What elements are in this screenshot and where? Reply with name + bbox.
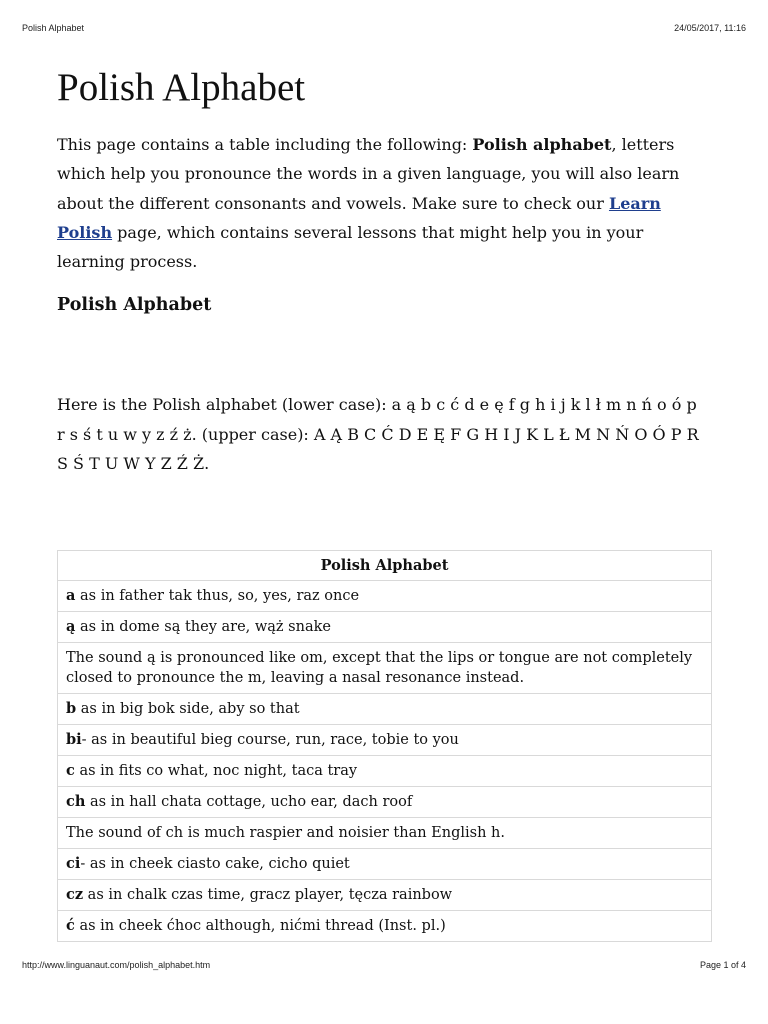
table-row [58,787,712,818]
learn-polish-link[interactable]: Learn Polish [57,193,661,242]
print-footer-page: Page 1 of 4 [699,960,746,970]
table-row [58,911,712,942]
intro-text-before: This page contains a table including the following: [57,135,473,154]
table-row [58,880,712,911]
row-description: as in chalk czas time, gracz player, tęcza rainbow [83,887,453,903]
row-description: as in hall chata cottage, ucho ear, dach roof [85,794,413,810]
letter-label: c [66,762,75,779]
intro-bold-term: Polish alphabet [472,135,612,154]
row-description: The sound ą is pronounced like om, except that the lips or tongue are not completely closed to pronounce the m, leaving a nasal resonance instead. [66,650,693,686]
letter-label: ą [66,618,76,635]
table-row [58,725,712,756]
intro-paragraph [57,130,705,276]
row-description: as in dome są they are, wąż snake [75,619,331,635]
letter-label: ch [66,793,86,810]
row-description: as in cheek ćhoc although, nićmi thread (Inst. pl.) [74,918,446,934]
table-cell [58,911,712,942]
table-cell [58,694,712,725]
table-cell [58,756,712,787]
table-header: Polish Alphabet [58,551,712,581]
table-cell [58,787,712,818]
letter-label: ć [66,917,75,934]
page-title: Polish Alphabet [57,66,306,109]
table-row [58,818,712,849]
table-row [58,643,712,694]
letter-label: a [66,587,76,604]
print-header [22,23,746,33]
intro-text-after: page, which contains several lessons that might help you in your learning process. [57,222,644,272]
letter-label: b [66,700,77,717]
section-heading: Polish Alphabet [57,295,212,316]
row-description: as in fits co what, noc night, taca tray [74,763,358,779]
table-body [58,581,712,942]
table-cell [58,725,712,756]
print-footer-url: http://www.linguanaut.com/polish_alphabet.htm [22,960,211,970]
table-row [58,694,712,725]
row-description: - as in beautiful bieg course, run, race, tobie to you [81,732,459,748]
table-cell [58,581,712,612]
letter-label: cz [66,886,84,903]
row-description: as in father tak thus, so, yes, raz once [75,588,360,604]
row-description: The sound of ch is much raspier and noisier than English h. [66,825,505,841]
alphabet-paragraph: Here is the Polish alphabet (lower case): a ą b c ć d e ę f g h i j k l ł m n ń o ó p r s ś t u w y z ź ż. (upper case): A Ą B C Ć D E Ę F G H I J K L Ł M N Ń O Ó P R S Ś T U W Y Z Ź Ż. [57,395,699,474]
row-description: as in big bok side, aby so that [76,701,300,717]
table-row [58,849,712,880]
table-cell [58,880,712,911]
table-row [58,612,712,643]
print-header-title: Polish Alphabet [22,23,85,33]
main-content [57,60,713,478]
intro-text-middle: , letters which help you pronounce the words in a given language, you will also learn about the different consonants and vowels. Make sure to check our [57,135,680,213]
row-description: - as in cheek ciasto cake, cicho quiet [80,856,350,872]
letter-label: ci [66,855,81,872]
alphabet-table [57,550,712,942]
table-row [58,581,712,612]
table-cell [58,849,712,880]
print-header-datetime: 24/05/2017, 11:16 [674,23,746,33]
table-row [58,756,712,787]
print-footer [22,960,746,970]
table-cell [58,643,712,694]
table-cell [58,612,712,643]
table-header-row [58,551,712,581]
letter-label: bi [66,731,82,748]
table-cell [58,818,712,849]
